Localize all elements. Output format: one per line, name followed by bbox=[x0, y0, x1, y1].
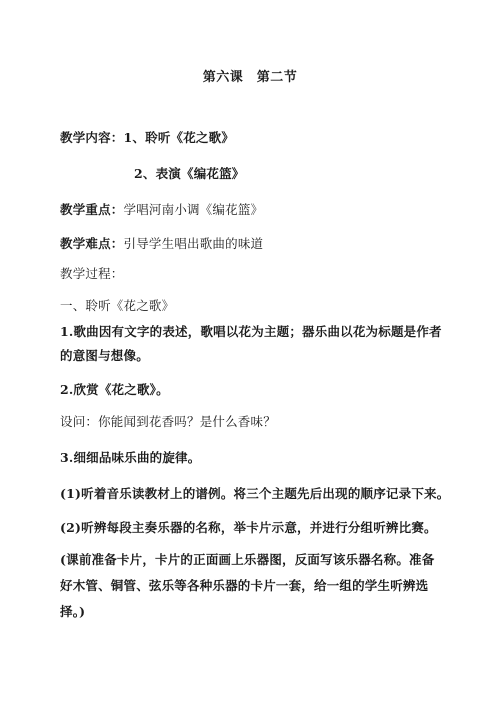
teaching-content-label: 教学内容： bbox=[60, 130, 124, 145]
difficulty-line bbox=[60, 236, 263, 252]
difficulty-text: 引导学生唱出歌曲的味道 bbox=[123, 236, 264, 251]
teaching-content-item-2: 2、表演《编花篮》 bbox=[134, 166, 245, 181]
paragraph-3: 3.细细品味乐曲的旋律。 bbox=[60, 450, 201, 465]
teaching-content-line bbox=[60, 130, 234, 146]
paragraph-3-item-2: (2)听辨每段主奏乐器的名称，举卡片示意，并进行分组听辨比赛。 bbox=[60, 520, 437, 535]
lesson-title: 第六课 第二节 bbox=[202, 70, 298, 85]
paragraph-1-line-2: 的意图与想像。 bbox=[60, 348, 149, 363]
difficulty-label: 教学难点： bbox=[60, 236, 124, 251]
key-points-line bbox=[60, 202, 263, 218]
note-line-2: 好木管、铜管、弦乐等各种乐器的卡片一套，给一组的学生听辨选 bbox=[60, 578, 429, 593]
paragraph-2: 2.欣赏《花之歌》。 bbox=[60, 382, 169, 397]
section-1-heading: 一、聆听《花之歌》 bbox=[60, 298, 175, 313]
process-label: 教学过程： bbox=[60, 266, 124, 281]
note-line-3: 择。) bbox=[60, 604, 86, 619]
teaching-content-item-1: 1、聆听《花之歌》 bbox=[123, 130, 235, 145]
paragraph-3-item-1: (1)听着音乐读教材上的谱例。将三个主题先后出现的顺序记录下来。 bbox=[60, 486, 450, 501]
key-points-label: 教学重点： bbox=[60, 202, 124, 217]
note-line-1: (课前准备卡片，卡片的正面画上乐器图，反面写该乐器名称。准备 bbox=[60, 552, 435, 567]
paragraph-1-line-1: 1.歌曲因有文字的表述，歌唱以花为主题；器乐曲以花为标题是作者 bbox=[60, 324, 442, 339]
key-points-text: 学唱河南小调《编花篮》 bbox=[123, 202, 264, 217]
question-line: 设问：你能闻到花香吗？是什么香味？ bbox=[60, 414, 276, 429]
